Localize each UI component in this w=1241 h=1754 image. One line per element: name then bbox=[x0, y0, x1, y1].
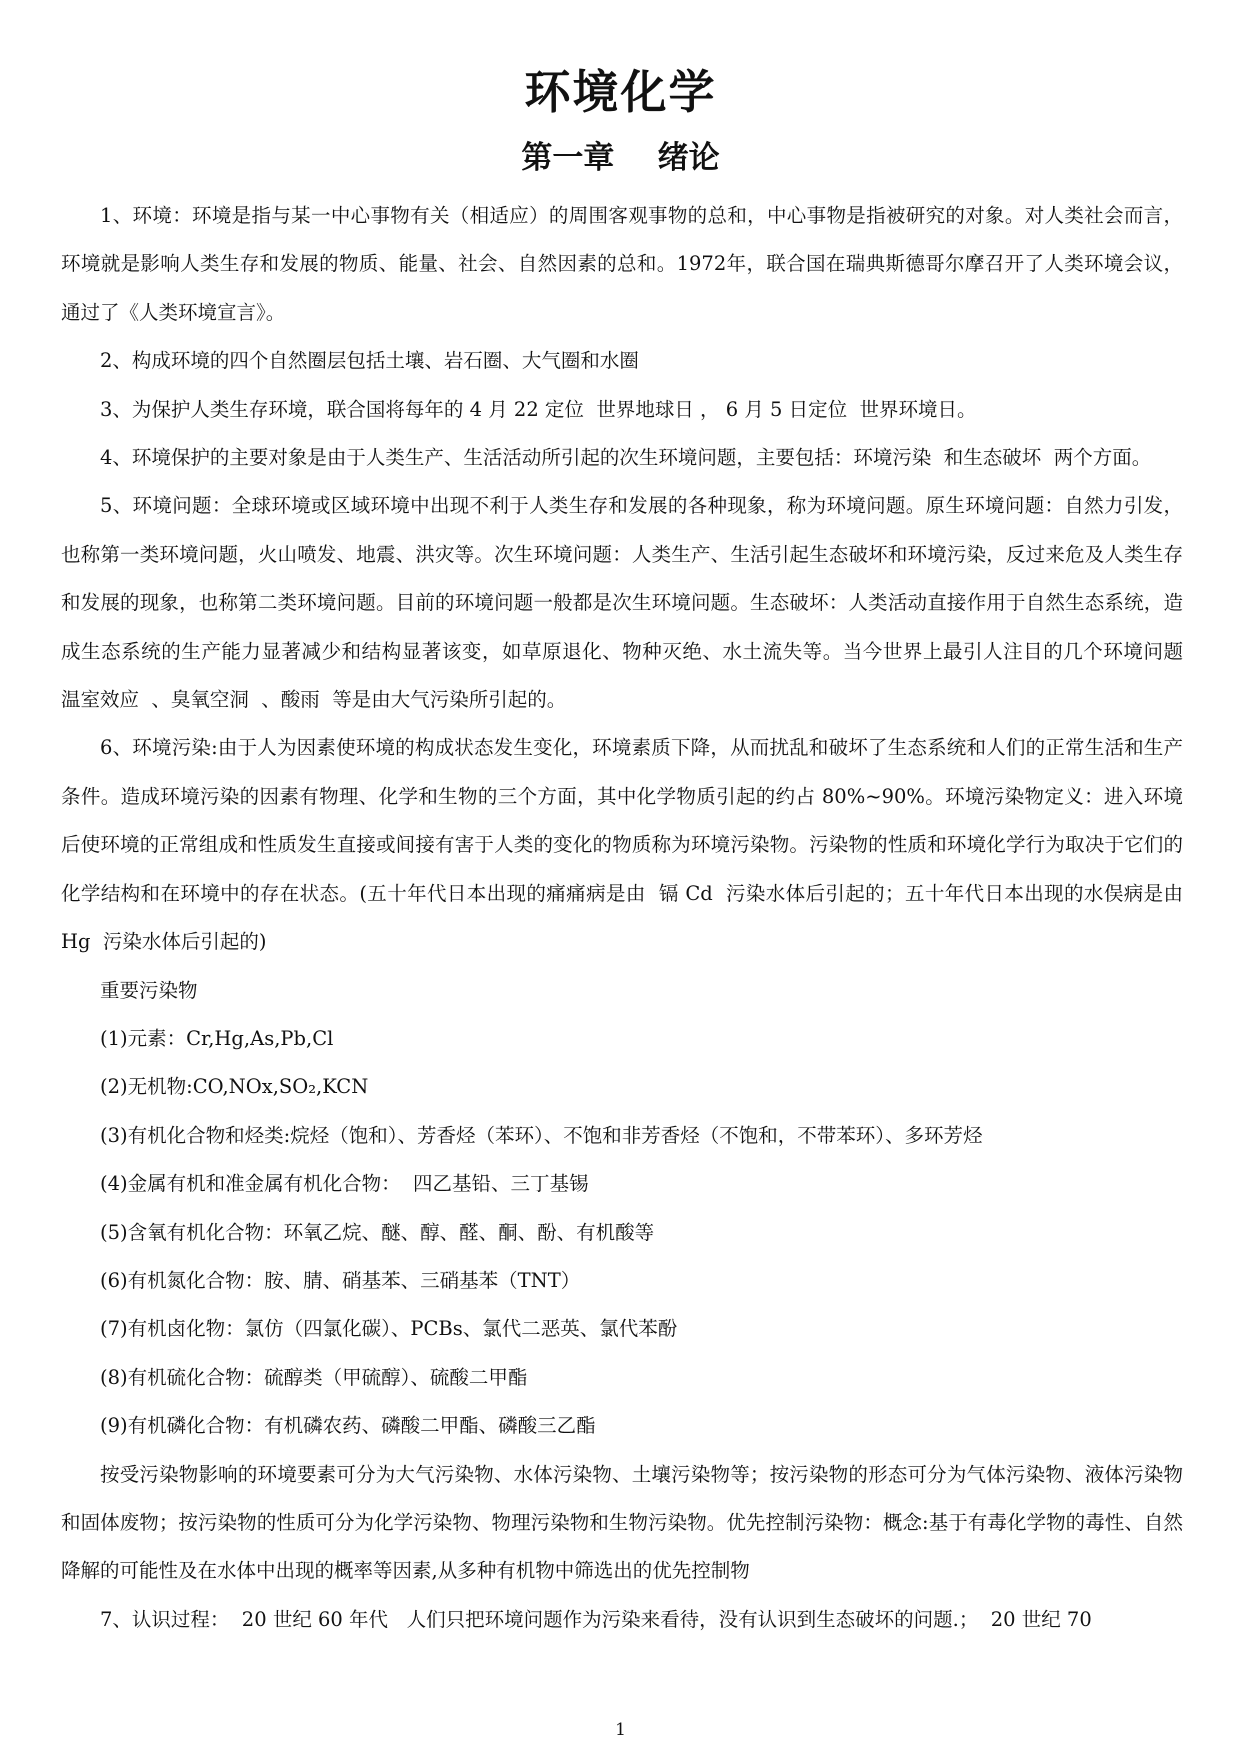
paragraph-recognition-process: 7、认识过程： 20 世纪 60 年代 人们只把环境问题作为污染来看待，没有认识到生态破坏的问题.； 20 世纪 70 bbox=[100, 1607, 1092, 1631]
pollutant-item: (3)有机化合物和烃类:烷烃（饱和）、芳香烃（苯环）、不饱和非芳香烃（不饱和，不带苯环）、多环芳烃 bbox=[100, 1123, 983, 1147]
paragraph-pollutant-classification: 按受污染物影响的环境要素可分为大气污染物、水体污染物、土壤污染物等；按污染物的形态可分为气体污染物、液体污染物和固体废物；按污染物的性质可分为化学污染物、物理污染物和生物污染物。优先控制污染物：概念:基于有毒化学物的毒性、自然降解的可能性及在水体中出现的概率等因素,从多种有机物中筛选出的优先控制物 bbox=[61, 1462, 1183, 1583]
paragraph-environment-definition: 1、环境：环境是指与某一中心事物有关（相适应）的周围客观事物的总和，中心事物是指被研究的对象。对人类社会而言，环境就是影响人类生存和发展的物质、能量、社会、自然因素的总和。1972年，联合国在瑞典斯德哥尔摩召开了人类环境会议，通过了《人类环境宣言》。 bbox=[61, 204, 1183, 324]
pollutant-item: (1)元素：Cr,Hg,As,Pb,Cl bbox=[100, 1026, 334, 1050]
chapter-title: 第一章 绪论 bbox=[521, 140, 720, 176]
document-title: 环境化学 bbox=[524, 65, 717, 119]
paragraph-environmental-problems: 5、环境问题：全球环境或区域环境中出现不利于人类生存和发展的各种现象，称为环境问题。原生环境问题：自然力引发，也称第一类环境问题，火山喷发、地震、洪灾等。次生环境问题：人类生产、生活引起生态破坏和环境污染，反过来危及人类生存和发展的现象，也称第二类环境问题。目前的环境问题一般都是次生环境问题。生态破坏：人类活动直接作用于自然生态系统，造成生态系统的生产能力显著减少和结构显著该变，如草原退化、物种灭绝、水土流失等。当今世界上最引人注目的几个环境问题 温室效应 、臭氧空洞 、酸雨 等是由大气污染所引起的。 bbox=[61, 494, 1196, 712]
pollutant-item: (7)有机卤化物：氯仿（四氯化碳）、PCBs、氯代二恶英、氯代苯酚 bbox=[100, 1317, 678, 1341]
pollutant-item: (8)有机硫化合物：硫醇类（甲硫醇）、硫酸二甲酯 bbox=[100, 1365, 528, 1389]
paragraph-natural-spheres: 2、构成环境的四个自然圈层包括土壤、岩石圈、大气圈和水圈 bbox=[100, 349, 639, 373]
pollutant-item: (5)含氧有机化合物：环氧乙烷、醚、醇、醛、酮、酚、有机酸等 bbox=[100, 1220, 655, 1244]
pollutant-item: (4)金属有机和准金属有机化合物： 四乙基铅、三丁基锡 bbox=[100, 1172, 589, 1196]
document-body bbox=[61, 192, 1196, 1644]
pollutant-item: (9)有机磷化合物：有机磷农药、磷酸二甲酯、磷酸三乙酯 bbox=[100, 1414, 596, 1438]
pollutant-item: (2)无机物:CO,NOx,SO₂,KCN bbox=[100, 1075, 369, 1099]
page-number: 1 bbox=[615, 1720, 626, 1740]
paragraph-environmental-pollution: 6、环境污染:由于人为因素使环境的构成状态发生变化，环境素质下降，从而扰乱和破坏了生态系统和人们的正常生活和生产条件。造成环境污染的因素有物理、化学和生物的三个方面，其中化学物质引起的约占 80%~90%。环境污染物定义：进入环境后使环境的正常组成和性质发生直接或间接有害于人类的变化的物质称为环境污染物。污染物的性质和环境化学行为取决于它们的化学结构和在环境中的存在状态。(五十年代日本出现的痛痛病是由 镉 Cd 污染水体后引起的；五十年代日本出现的水俣病是由 Hg 污染水体后引起的) bbox=[61, 736, 1196, 954]
paragraph-protection-objects: 4、环境保护的主要对象是由于人类生产、生活活动所引起的次生环境问题，主要包括：环境污染 和生态破坏 两个方面。 bbox=[100, 446, 1152, 470]
paragraph-environment-days: 3、为保护人类生存环境，联合国将每年的 4 月 22 定位 世界地球日 ， 6 月 5 日定位 世界环境日。 bbox=[100, 397, 977, 421]
pollutants-heading: 重要污染物 bbox=[100, 978, 198, 1002]
pollutant-item: (6)有机氮化合物：胺、腈、硝基苯、三硝基苯（TNT） bbox=[100, 1268, 581, 1292]
